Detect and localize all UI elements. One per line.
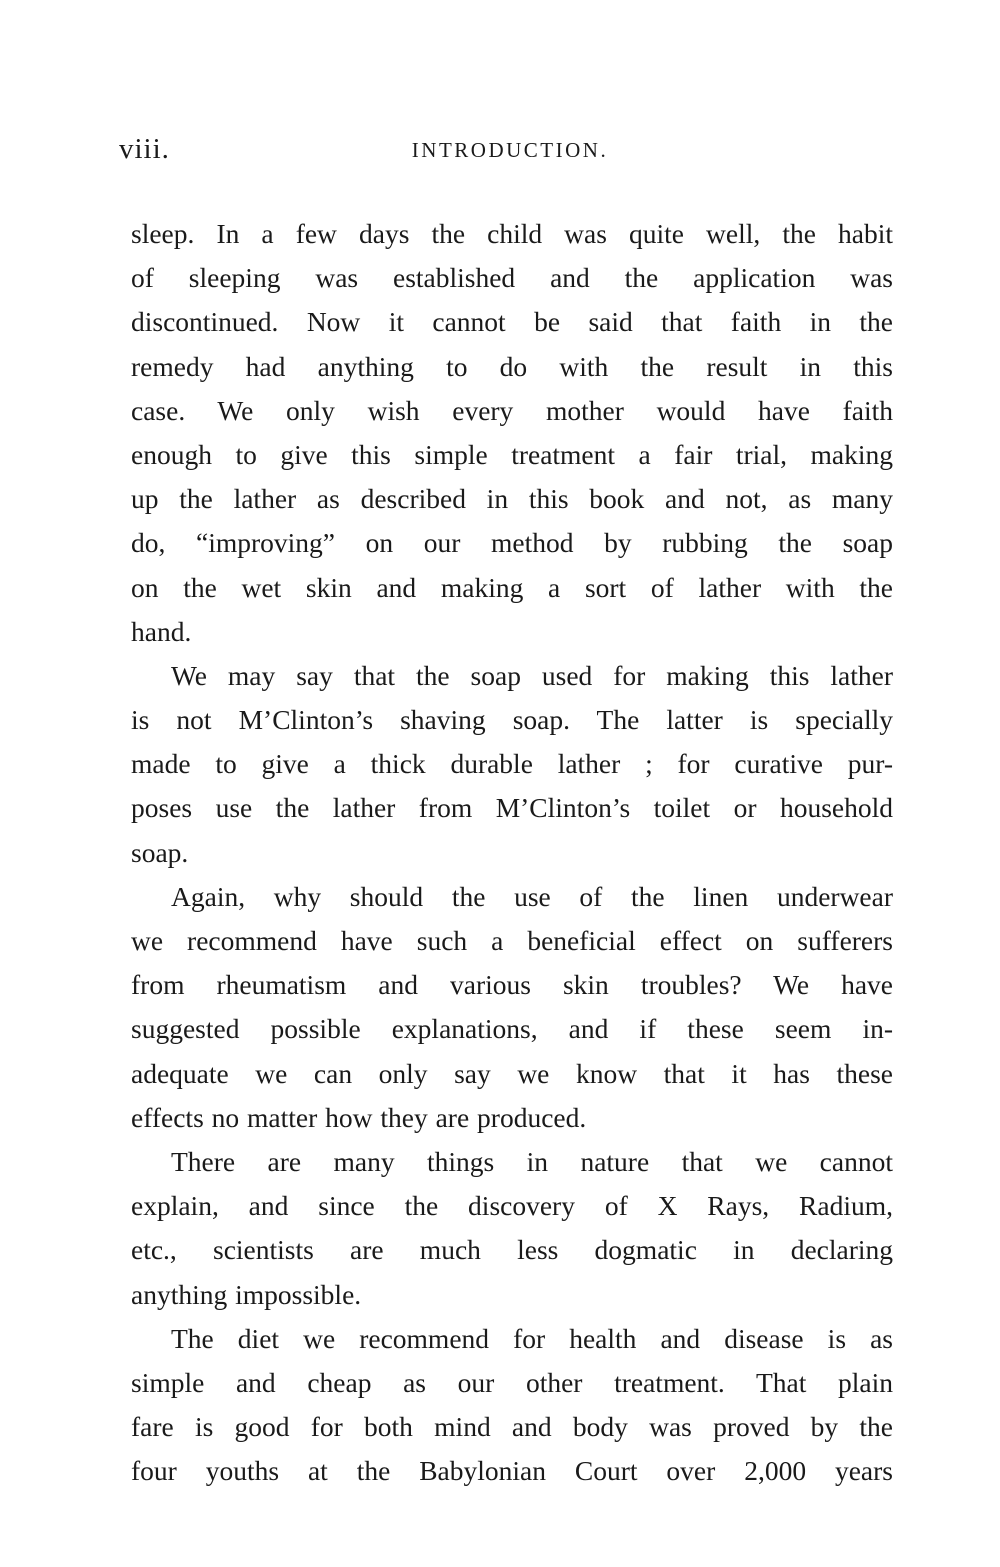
running-head: INTRODUCTION. [411, 138, 609, 162]
text-line: simple and cheap as our other treatment. That plain [131, 1366, 893, 1398]
text-line: hand. [131, 615, 192, 647]
text-line: soap. [131, 836, 189, 868]
text-line: from rheumatism and various skin troubles? We have [131, 969, 893, 1001]
page-number: viii. [119, 133, 170, 165]
text-line: poses use the lather from M’Clinton’s toilet or household [131, 792, 893, 824]
paragraph [131, 654, 893, 875]
text-line: enough to give this simple treatment a fair trial, making [131, 438, 893, 470]
text-line: up the lather as described in this book and not, as many [131, 483, 893, 515]
text-line: case. We only wish every mother would have faith [131, 394, 893, 426]
text-line: on the wet skin and making a sort of lather with the [131, 571, 893, 603]
text-line: we recommend have such a beneficial effect on sufferers [131, 925, 893, 956]
text-line: do, “improving” on our method by rubbing the soap [131, 527, 893, 559]
text-line: adequate we can only say we know that it has these [131, 1057, 893, 1089]
body-text [131, 212, 893, 1493]
paragraph [131, 1140, 893, 1317]
text-line: etc., scientists are much less dogmatic in declaring [131, 1234, 893, 1266]
text-line: There are many things in nature that we cannot [171, 1145, 893, 1177]
paragraph [131, 1317, 893, 1494]
text-line: explain, and since the discovery of X Rays, Radium, [131, 1190, 893, 1222]
text-line: remedy had anything to do with the result in this [131, 350, 893, 382]
paragraph [131, 212, 893, 654]
text-line: of sleeping was established and the application was [131, 262, 893, 294]
text-line: Again, why should the use of the linen underwear [171, 880, 893, 912]
text-line: is not M’Clinton’s shaving soap. The latter is specially [131, 704, 893, 736]
text-line: fare is good for both mind and body was proved by the [131, 1411, 893, 1443]
paragraph [131, 875, 893, 1140]
text-line: sleep. In a few days the child was quite well, the habit [131, 218, 893, 249]
text-line: We may say that the soap used for making this lather [171, 659, 893, 691]
text-line: four youths at the Babylonian Court over 2,000 years [131, 1455, 893, 1487]
text-line: discontinued. Now it cannot be said that faith in the [131, 306, 893, 338]
text-line: suggested possible explanations, and if these seem in- [131, 1013, 893, 1045]
text-line: anything impossible. [131, 1278, 362, 1310]
text-line: made to give a thick durable lather ; for curative pur- [131, 748, 893, 780]
text-line: effects no matter how they are produced. [131, 1101, 587, 1133]
text-line: The diet we recommend for health and disease is as [171, 1322, 893, 1354]
